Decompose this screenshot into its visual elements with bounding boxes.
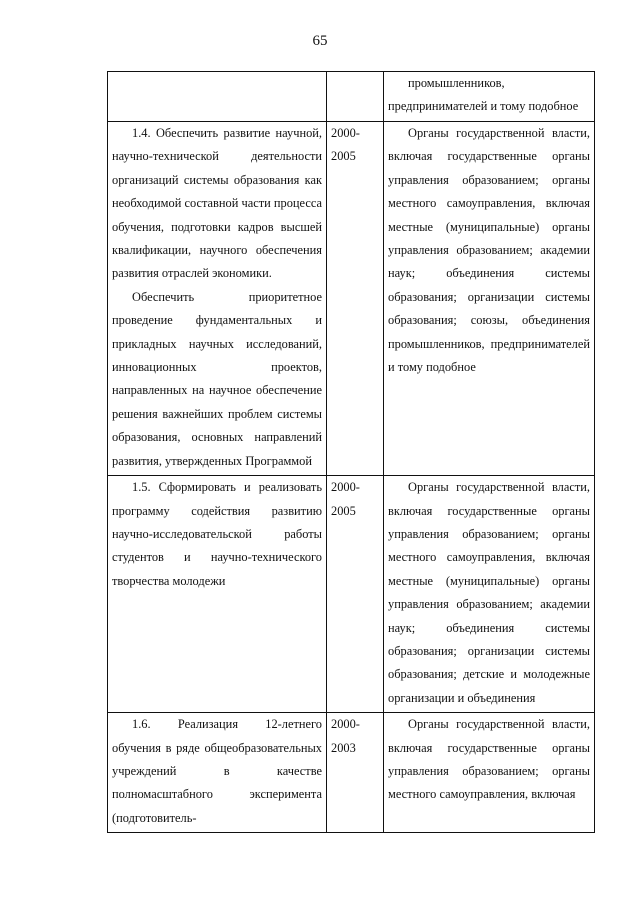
term-cell: 2000-2005: [327, 476, 384, 713]
term-cell: 2000-2003: [327, 713, 384, 833]
term-cell: [327, 72, 384, 122]
executors-cell: Органы государственной власти, включая государственные органы управления образованием; органы местного самоуправления, включая местные (муниципальные) органы управления образованием; академии наук; объединения системы образования; организации системы образования; детские и молодежные организации и объединения: [384, 476, 595, 713]
table-row-1-6: [108, 713, 595, 833]
page-number: 65: [312, 33, 328, 49]
task-cell: [108, 72, 327, 122]
executors-cell: Органы государственной власти, включая государственные органы управления образованием; органы местного самоуправления, включая местные (муниципальные) органы управления образованием; академии наук; объединения системы образования; организации системы образования; союзы, объединения промышленников, предпринимателей и тому подобное: [384, 122, 595, 476]
task-cell: [108, 476, 327, 713]
executors-cell: промышленников, предпринимателей и тому подобное: [384, 72, 595, 122]
task-paragraph: 1.6. Реализация 12-летнего обучения в ряде общеобразовательных учреждений в качестве полномасштабного эксперимента (подготовитель-: [112, 717, 322, 825]
task-paragraph: 1.5. Сформировать и реализовать программу содействия развитию научно-исследовательской работы студентов и научно-технического творчества молодежи: [112, 480, 322, 588]
task-paragraph: 1.4. Обеспечить развитие научной, научно-технической деятельности организаций системы образования как необходимой составной части процесса обучения, подготовки кадров высшей квалификации, научного обеспечения развития отраслей экономики.: [112, 126, 322, 281]
table-row-1-5: [108, 476, 595, 713]
task-paragraph: Обеспечить приоритетное проведение фундаментальных и прикладных научных исследований, инновационных проектов, направленных на научное обеспечение решения важнейших проблем системы образования, основных направлений развития, утвержденных Программой: [112, 289, 322, 468]
program-measures-table: [107, 71, 595, 833]
table-row-continuation: [108, 72, 595, 122]
term-cell: 2000-2005: [327, 122, 384, 476]
task-cell: [108, 713, 327, 833]
executors-cell: Органы государственной власти, включая государственные органы управления образованием; органы местного самоуправления, включая: [384, 713, 595, 833]
table-row-1-4: [108, 122, 595, 476]
task-cell: [108, 122, 327, 476]
